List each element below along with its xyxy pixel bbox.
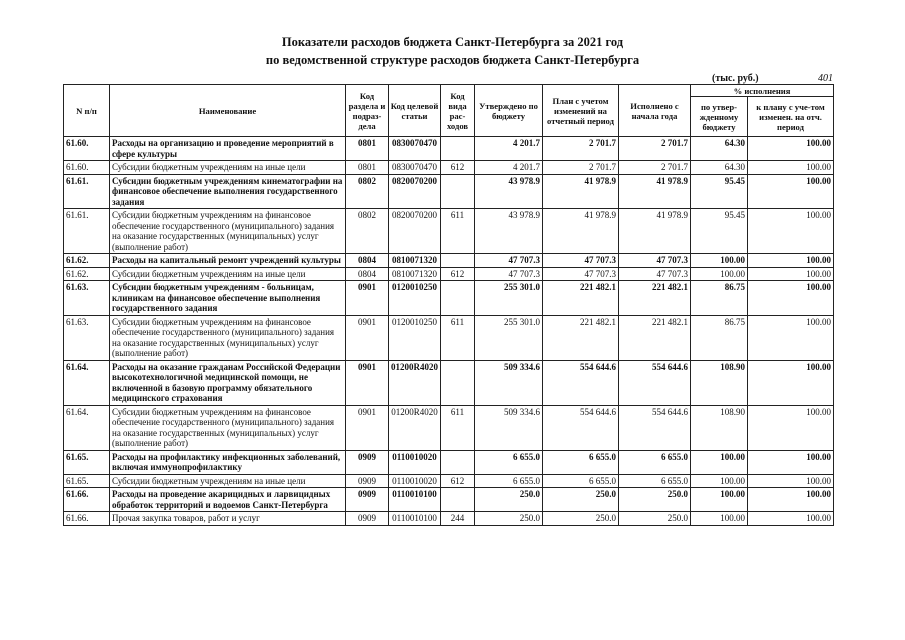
table-row	[64, 267, 834, 281]
row-pct-budget: 100.00	[691, 474, 748, 488]
row-pct-budget: 100.00	[691, 512, 748, 526]
row-num: 61.64.	[64, 360, 110, 405]
table-row	[64, 474, 834, 488]
row-approved: 4 201.7	[475, 161, 543, 175]
row-target-code: 0820070200	[389, 209, 441, 254]
header-pct-plan: к плану с уче-том изменен. на отч. период	[748, 97, 834, 137]
row-plan: 221 482.1	[543, 315, 619, 360]
header-pct-budget: по утвер-жденному бюджету	[691, 97, 748, 137]
row-pct-budget: 100.00	[691, 450, 748, 474]
table-row	[64, 161, 834, 175]
report-title-line-2: по ведомственной структуре расходов бюджета Санкт-Петербурга	[265, 53, 640, 67]
row-executed: 41 978.9	[619, 174, 691, 209]
row-target-code: 0810071320	[389, 254, 441, 268]
table-row	[64, 254, 834, 268]
row-kind-code	[441, 174, 475, 209]
row-num: 61.63.	[64, 281, 110, 316]
row-num: 61.62.	[64, 267, 110, 281]
row-kind-code: 244	[441, 512, 475, 526]
row-kind-code: 611	[441, 405, 475, 450]
row-name: Субсидии бюджетным учреждениям на финансовое обеспечение государственного (муниципального) задания на оказание государственных (муниципальных) услуг (выполнение работ)	[110, 315, 346, 360]
row-section-code: 0802	[346, 209, 389, 254]
row-approved: 255 301.0	[475, 281, 543, 316]
row-executed: 41 978.9	[619, 209, 691, 254]
row-name: Расходы на профилактику инфекционных заболеваний, включая иммунопрофилактику	[110, 450, 346, 474]
header-name: Наименование	[110, 85, 346, 137]
row-pct-budget: 100.00	[691, 267, 748, 281]
table-row	[64, 281, 834, 316]
row-pct-plan: 100.00	[748, 137, 834, 161]
row-executed: 554 644.6	[619, 405, 691, 450]
row-pct-budget: 64.30	[691, 137, 748, 161]
row-target-code: 01200R4020	[389, 360, 441, 405]
row-pct-plan: 100.00	[748, 360, 834, 405]
row-plan: 2 701.7	[543, 161, 619, 175]
row-kind-code	[441, 360, 475, 405]
table-row	[64, 315, 834, 360]
row-plan: 250.0	[543, 488, 619, 512]
table-row	[64, 137, 834, 161]
report-title-line-1: Показатели расходов бюджета Санкт-Петербурга за 2021 год	[281, 35, 624, 49]
row-name: Расходы на капитальный ремонт учреждений культуры	[110, 254, 346, 268]
row-section-code: 0901	[346, 405, 389, 450]
row-target-code: 0110010100	[389, 512, 441, 526]
row-pct-budget: 86.75	[691, 281, 748, 316]
row-kind-code: 612	[441, 161, 475, 175]
row-target-code: 0120010250	[389, 281, 441, 316]
row-section-code: 0901	[346, 360, 389, 405]
row-pct-budget: 100.00	[691, 254, 748, 268]
row-plan: 6 655.0	[543, 450, 619, 474]
row-pct-budget: 100.00	[691, 488, 748, 512]
row-pct-budget: 108.90	[691, 405, 748, 450]
row-pct-budget: 64.30	[691, 161, 748, 175]
row-executed: 250.0	[619, 512, 691, 526]
row-name: Прочая закупка товаров, работ и услуг	[110, 512, 346, 526]
row-pct-budget: 95.45	[691, 174, 748, 209]
row-section-code: 0901	[346, 281, 389, 316]
row-num: 61.62.	[64, 254, 110, 268]
row-plan: 221 482.1	[543, 281, 619, 316]
row-name: Субсидии бюджетным учреждениям на финансовое обеспечение государственного (муниципального) задания на оказание государственных (муниципальных) услуг (выполнение работ)	[110, 209, 346, 254]
row-target-code: 0120010250	[389, 315, 441, 360]
row-target-code: 0110010020	[389, 474, 441, 488]
row-num: 61.65.	[64, 474, 110, 488]
row-executed: 2 701.7	[619, 137, 691, 161]
row-name: Расходы на организацию и проведение мероприятий в сфере культуры	[110, 137, 346, 161]
row-pct-plan: 100.00	[748, 174, 834, 209]
header-approved: Утверждено по бюджету	[475, 85, 543, 137]
header-executed: Исполнено с начала года	[619, 85, 691, 137]
row-num: 61.64.	[64, 405, 110, 450]
row-target-code: 0830070470	[389, 137, 441, 161]
expenditure-table	[63, 84, 834, 526]
header-num: N п/п	[64, 85, 110, 137]
row-kind-code: 612	[441, 267, 475, 281]
row-executed: 47 707.3	[619, 254, 691, 268]
row-name: Субсидии бюджетным учреждениям - больницам, клиникам на финансовое обеспечение выполнения государственного задания	[110, 281, 346, 316]
units-label: (тыс. руб.)	[712, 73, 759, 84]
table-row	[64, 512, 834, 526]
row-executed: 47 707.3	[619, 267, 691, 281]
row-pct-plan: 100.00	[748, 512, 834, 526]
row-section-code: 0801	[346, 137, 389, 161]
row-section-code: 0909	[346, 474, 389, 488]
row-section-code: 0802	[346, 174, 389, 209]
row-pct-budget: 86.75	[691, 315, 748, 360]
header-kind-code: Код вида рас-ходов	[441, 85, 475, 137]
row-name: Субсидии бюджетным учреждениям на иные цели	[110, 161, 346, 175]
row-num: 61.66.	[64, 512, 110, 526]
row-pct-plan: 100.00	[748, 209, 834, 254]
row-kind-code	[441, 450, 475, 474]
row-plan: 41 978.9	[543, 174, 619, 209]
table-row	[64, 488, 834, 512]
header-target-code: Код целевой статьи	[389, 85, 441, 137]
row-kind-code	[441, 281, 475, 316]
row-target-code: 01200R4020	[389, 405, 441, 450]
row-section-code: 0909	[346, 450, 389, 474]
row-executed: 221 482.1	[619, 281, 691, 316]
table-row	[64, 174, 834, 209]
table-row	[64, 450, 834, 474]
row-section-code: 0804	[346, 267, 389, 281]
row-executed: 2 701.7	[619, 161, 691, 175]
row-num: 61.65.	[64, 450, 110, 474]
row-plan: 554 644.6	[543, 360, 619, 405]
row-num: 61.60.	[64, 161, 110, 175]
row-num: 61.61.	[64, 209, 110, 254]
row-name: Субсидии бюджетным учреждениям на иные цели	[110, 267, 346, 281]
row-name: Субсидии бюджетным учреждениям кинематографии на финансовое обеспечение выполнения государственного задания	[110, 174, 346, 209]
row-section-code: 0909	[346, 488, 389, 512]
row-num: 61.63.	[64, 315, 110, 360]
row-approved: 250.0	[475, 488, 543, 512]
row-plan: 6 655.0	[543, 474, 619, 488]
table-row	[64, 405, 834, 450]
row-target-code: 0810071320	[389, 267, 441, 281]
row-target-code: 0830070470	[389, 161, 441, 175]
row-pct-plan: 100.00	[748, 254, 834, 268]
row-name: Субсидии бюджетным учреждениям на иные цели	[110, 474, 346, 488]
row-num: 61.61.	[64, 174, 110, 209]
row-pct-plan: 100.00	[748, 474, 834, 488]
row-name: Расходы на оказание гражданам Российской Федерации высокотехнологичной медицинской помощи, не включенной в базовую программу обязательного медицинского страхования	[110, 360, 346, 405]
row-pct-budget: 108.90	[691, 360, 748, 405]
row-name: Расходы на проведение акарицидных и ларвицидных обработок территорий и водоемов Санкт-Петербурга	[110, 488, 346, 512]
table-body	[64, 137, 834, 526]
row-kind-code: 611	[441, 315, 475, 360]
row-kind-code	[441, 488, 475, 512]
row-pct-plan: 100.00	[748, 405, 834, 450]
row-target-code: 0110010020	[389, 450, 441, 474]
row-pct-plan: 100.00	[748, 450, 834, 474]
row-pct-plan: 100.00	[748, 161, 834, 175]
header-plan: План с учетом изменений на отчетный период	[543, 85, 619, 137]
row-approved: 6 655.0	[475, 450, 543, 474]
row-executed: 6 655.0	[619, 474, 691, 488]
row-plan: 47 707.3	[543, 254, 619, 268]
row-plan: 250.0	[543, 512, 619, 526]
row-pct-budget: 95.45	[691, 209, 748, 254]
row-name: Субсидии бюджетным учреждениям на финансовое обеспечение государственного (муниципального) задания на оказание государственных (муниципальных) услуг (выполнение работ)	[110, 405, 346, 450]
row-pct-plan: 100.00	[748, 267, 834, 281]
row-num: 61.66.	[64, 488, 110, 512]
row-approved: 43 978.9	[475, 209, 543, 254]
row-executed: 6 655.0	[619, 450, 691, 474]
row-approved: 6 655.0	[475, 474, 543, 488]
header-section-code: Код раздела и подраз-дела	[346, 85, 389, 137]
row-approved: 47 707.3	[475, 254, 543, 268]
row-kind-code	[441, 137, 475, 161]
row-pct-plan: 100.00	[748, 488, 834, 512]
row-section-code: 0909	[346, 512, 389, 526]
row-pct-plan: 100.00	[748, 281, 834, 316]
table-row	[64, 360, 834, 405]
row-plan: 554 644.6	[543, 405, 619, 450]
row-plan: 47 707.3	[543, 267, 619, 281]
row-executed: 221 482.1	[619, 315, 691, 360]
row-kind-code: 611	[441, 209, 475, 254]
row-section-code: 0901	[346, 315, 389, 360]
row-section-code: 0804	[346, 254, 389, 268]
row-target-code: 0110010100	[389, 488, 441, 512]
row-plan: 41 978.9	[543, 209, 619, 254]
row-target-code: 0820070200	[389, 174, 441, 209]
row-approved: 43 978.9	[475, 174, 543, 209]
header-pct-group: % исполнения	[691, 85, 834, 97]
row-approved: 509 334.6	[475, 360, 543, 405]
table-row	[64, 209, 834, 254]
row-num: 61.60.	[64, 137, 110, 161]
row-approved: 509 334.6	[475, 405, 543, 450]
row-pct-plan: 100.00	[748, 315, 834, 360]
row-kind-code	[441, 254, 475, 268]
row-kind-code: 612	[441, 474, 475, 488]
row-approved: 250.0	[475, 512, 543, 526]
row-executed: 554 644.6	[619, 360, 691, 405]
row-section-code: 0801	[346, 161, 389, 175]
row-approved: 47 707.3	[475, 267, 543, 281]
row-plan: 2 701.7	[543, 137, 619, 161]
row-approved: 4 201.7	[475, 137, 543, 161]
row-executed: 250.0	[619, 488, 691, 512]
page-number: 401	[818, 73, 833, 84]
row-approved: 255 301.0	[475, 315, 543, 360]
